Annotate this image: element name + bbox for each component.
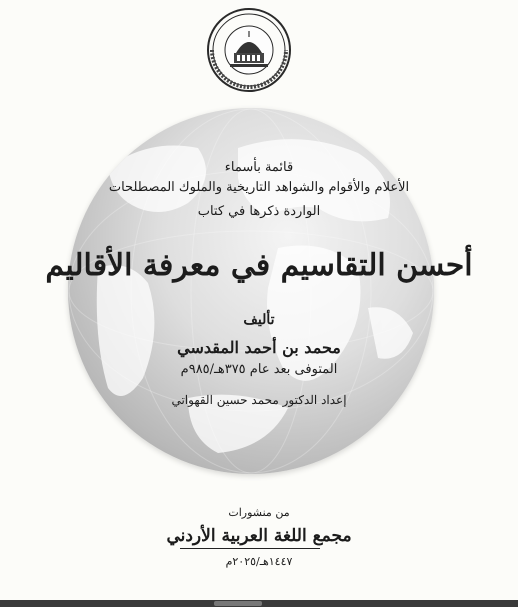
- seal-graphic: [206, 7, 292, 93]
- cover-subtitle-line-2: الواردة ذكرها في كتاب: [197, 204, 321, 219]
- publisher-name: مجمع اللغة العربية الأردني: [166, 526, 352, 546]
- publisher-divider: [180, 548, 320, 549]
- book-title: أحسن التقاسيم في معرفة الأقاليم: [45, 248, 473, 283]
- authored-by-label: تأليف: [243, 312, 275, 328]
- scrollbar-thumb[interactable]: [214, 601, 262, 606]
- publisher-from-label: من منشورات: [228, 506, 290, 519]
- viewer-scrollbar[interactable]: [0, 600, 518, 607]
- author-death-date: المتوفى بعد عام ٣٧٥هـ/٩٨٥م: [180, 362, 338, 377]
- cover-subtitle-line: الأعلام والأقوام والشواهد التاريخية والملوك المصطلحات: [108, 180, 410, 195]
- cover-pre-title: قائمة بأسماء: [224, 160, 294, 175]
- academy-seal-logo: [206, 7, 292, 93]
- prepared-by: إعداد الدكتور محمد حسين القهواتي: [171, 393, 347, 407]
- author-name: محمد بن أحمد المقدسي: [177, 338, 341, 357]
- publication-year: ١٤٤٧هـ/٢٠٢٥م: [225, 555, 293, 568]
